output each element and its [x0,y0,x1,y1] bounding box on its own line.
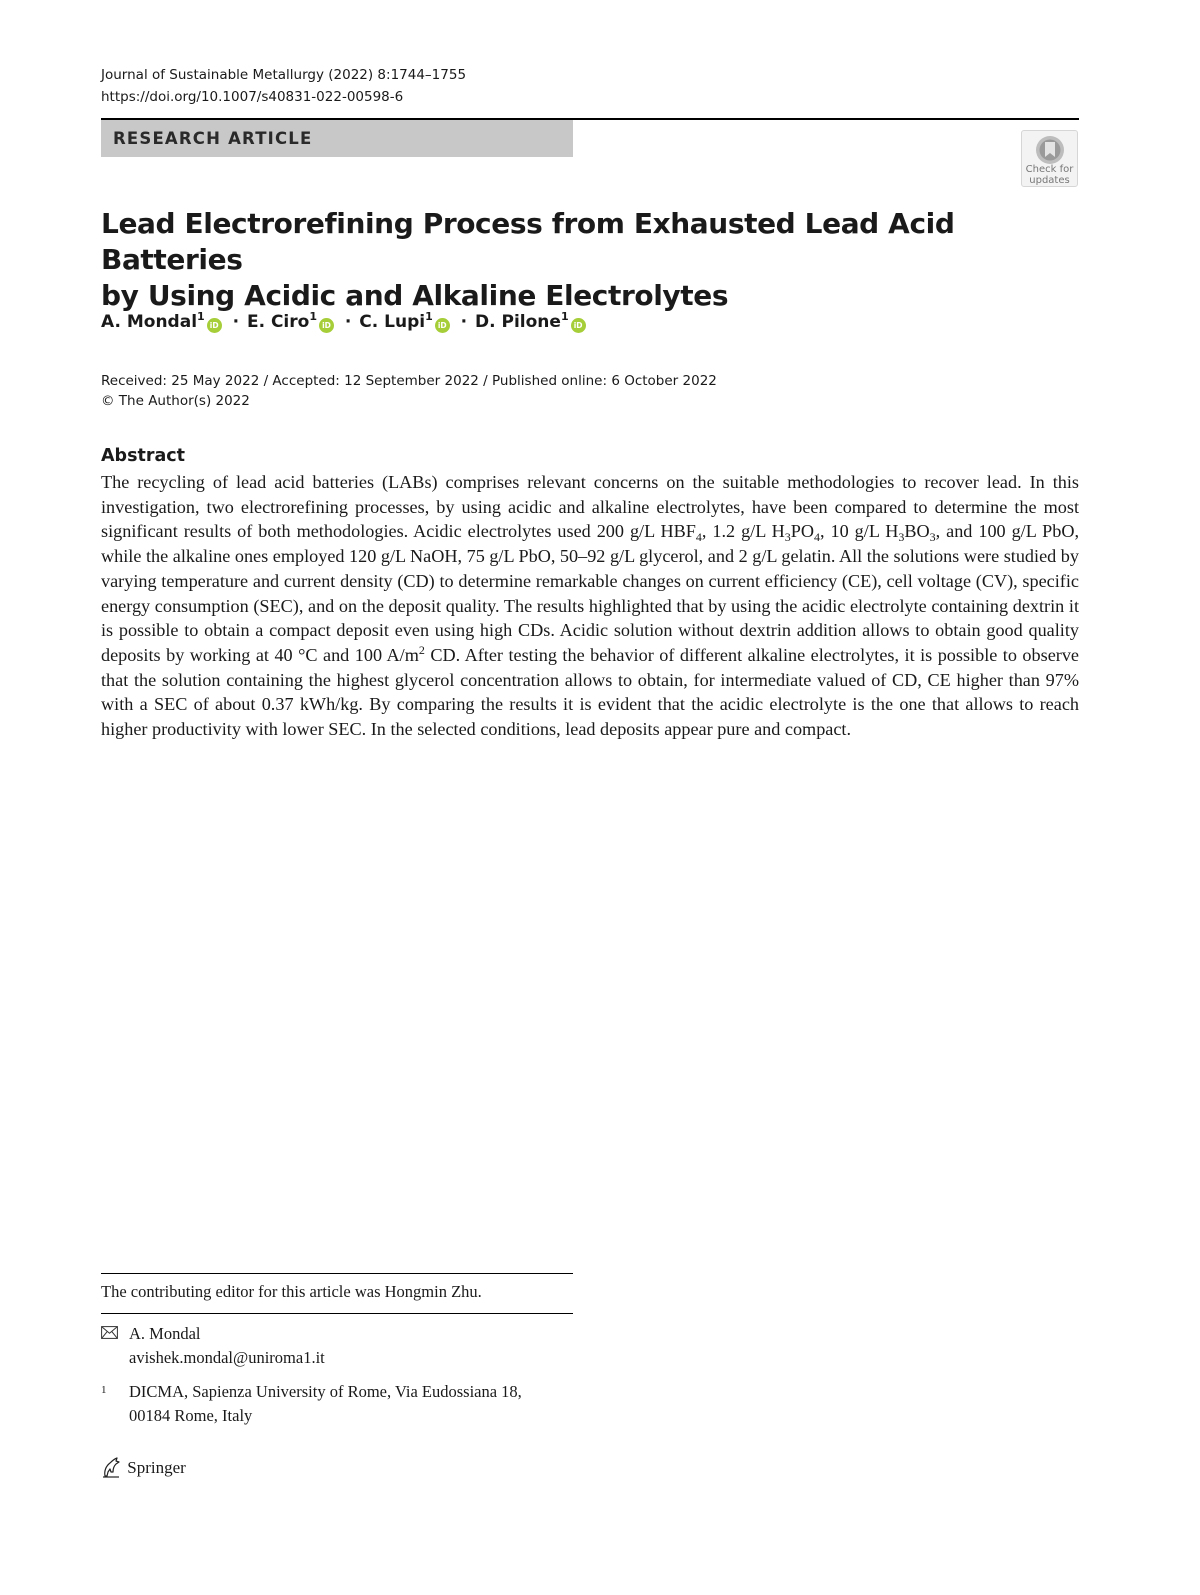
footnote-rule-top [101,1273,573,1274]
author-separator: · [338,312,358,332]
title-line-1: Lead Electrorefining Process from Exhausted Lead Acid Batteries [101,207,955,276]
author-name[interactable]: C. Lupi [359,312,426,332]
corresponding-author [101,1322,325,1370]
copyright-line: © The Author(s) 2022 [101,393,250,409]
abstract-segment: , 1.2 g/L H [701,521,785,542]
check-for-label: Check for [1025,164,1074,175]
author-separator: · [226,312,245,332]
affiliation-number: 1 [101,1384,107,1396]
article-title [101,206,1001,314]
author-separator: · [454,312,474,332]
doi-link[interactable]: https://doi.org/10.1007/s40831-022-00598-6 [101,89,404,105]
author-affiliation-marker: 1 [309,310,317,323]
abstract-segment: , 10 g/L H [820,521,899,542]
author-affiliation-marker: 1 [425,310,433,323]
envelope-icon [101,1326,118,1339]
abstract-segment: , and 100 g/L PbO, while the alkaline ones employed 120 g/L NaOH, 75 g/L PbO, 50–92 g/L glycerol, and 2 g/L gelatin. All the solutions were studied by varying temperature and current density (CD) to determine remarkable changes on current efficiency (CE), cell voltage (CV), specific energy consumption (SEC), and on the deposit quality. The results highlighted that by using the acidic electrolyte containing dextrin it is possible to obtain a compact deposit even using high CDs. Acidic solution without dextrin addition allows to obtain good quality deposits by working at 40 °C and 100 A/m [101,521,1080,665]
subscript: 4 [814,530,821,545]
footnote-rule-bottom [101,1313,573,1314]
corresponding-name: A. Mondal [129,1324,201,1343]
subscript: 4 [695,530,702,545]
check-for-updates-badge[interactable] [1021,130,1078,187]
subscript: 3 [929,530,936,545]
author-name[interactable]: D. Pilone [475,312,561,332]
journal-citation: Journal of Sustainable Metallurgy (2022) 8:1744–1755 [101,67,467,83]
orcid-icon[interactable]: iD [319,318,334,333]
author-name[interactable]: E. Ciro [246,312,310,332]
abstract-segment: BO [904,521,930,542]
corresponding-email[interactable]: avishek.mondal@uniroma1.it [129,1348,325,1367]
abstract-segment: CD. After testing the behavior of different alkaline electrolytes, it is possible to observe that the solution containing the highest glycerol concentration allows to obtain, for intermediate valued of CD, CE higher than 97% with a SEC of about 0.37 kWh/kg. By comparing the results it is evident that the acidic electrolyte is the one that allows to reach higher productivity with lower SEC. In the selected conditions, lead deposits appear pure and compact. [101,644,1079,740]
abstract-heading: Abstract [101,446,186,466]
abstract-segment: The recycling of lead acid batteries (LABs) comprises relevant concerns on the suitable methodologies to recover lead. In this investigation, two electrorefining processes, by using acidic and alkaline electrolytes, have been compared to determine the most significant results of both methodologies. Acidic electrolytes used 200 g/L HBF [101,472,1079,542]
subscript: 3 [898,530,905,545]
article-type-band: RESEARCH ARTICLE [101,120,573,157]
springer-horse-icon [101,1456,121,1478]
author-list [101,310,589,334]
dates-line: Received: 25 May 2022 / Accepted: 12 September 2022 / Published online: 6 October 2022 [101,373,717,389]
affiliation-line-2: 00184 Rome, Italy [129,1406,253,1425]
orcid-icon[interactable]: iD [207,318,222,333]
updates-label: updates [1029,174,1070,186]
affiliation-line-1: DICMA, Sapienza University of Rome, Via Eudossiana 18, [129,1382,522,1401]
author-name[interactable]: A. Mondal [101,312,198,332]
editor-note: The contributing editor for this article was Hongmin Zhu. [101,1282,482,1301]
publisher-logo [101,1456,186,1480]
bookmark-ribbon-icon [1035,135,1065,165]
author-affiliation-marker: 1 [197,310,205,323]
orcid-icon[interactable]: iD [435,318,450,333]
publisher-name: Springer [127,1458,186,1477]
abstract-segment: PO [790,521,815,542]
author-affiliation-marker: 1 [560,310,569,323]
orcid-icon[interactable]: iD [571,318,586,333]
journal-header [101,64,466,108]
abstract-text [101,470,1079,742]
subscript: 3 [784,530,791,545]
publication-dates [101,371,717,411]
superscript: 2 [418,642,425,657]
affiliation [101,1380,522,1428]
title-line-2: by Using Acidic and Alkaline Electrolytes [101,279,729,312]
